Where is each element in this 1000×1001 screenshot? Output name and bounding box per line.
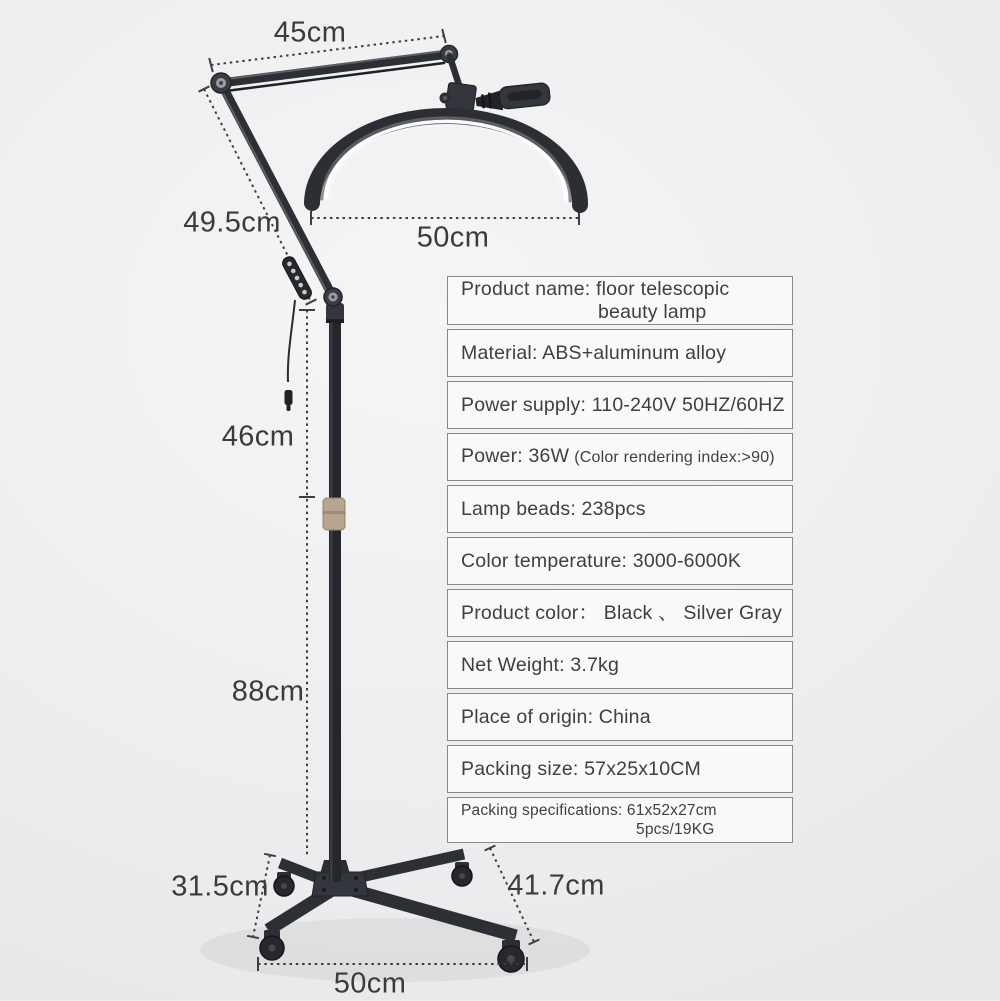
- dim-label-base-right: 41.7cm: [507, 869, 605, 902]
- dim-label-lower-pole: 88cm: [231, 675, 305, 708]
- height-adjust-collar: [323, 498, 345, 530]
- caster-wheel-back-left: [274, 872, 294, 896]
- spec-text: Product color： Black 、 Silver Gray: [461, 601, 783, 624]
- spec-table: [447, 276, 793, 843]
- spec-row-power-supply: [447, 381, 793, 429]
- dim-label-upper-pole: 46cm: [221, 420, 295, 453]
- pole: [326, 303, 344, 882]
- spec-row-packing-specifications: [447, 797, 793, 843]
- spec-row-place-of-origin: [447, 693, 793, 741]
- dim-label-base-width: 50cm: [333, 967, 407, 1000]
- spec-row-power: [447, 433, 793, 481]
- spec-text: Power supply: 110-240V 50HZ/60HZ: [461, 393, 785, 416]
- spec-text: beauty lamp: [598, 300, 707, 323]
- caster-wheel-back-right: [452, 862, 472, 886]
- arm-joint-left: [211, 73, 231, 93]
- spec-row-lamp-beads: [447, 485, 793, 533]
- cable-plug: [285, 390, 293, 411]
- spec-text: Packing size: 57x25x10CM: [461, 757, 701, 780]
- dim-label-diagonal-arm: 49.5cm: [183, 206, 281, 239]
- spec-text: Color temperature: 3000-6000K: [461, 549, 742, 572]
- elbow-joint: [324, 288, 342, 306]
- spec-row-product-color: [447, 589, 793, 637]
- spec-row-product-name: [447, 276, 793, 325]
- spec-text: Lamp beads: 238pcs: [461, 497, 646, 520]
- phone-holder: [475, 82, 551, 113]
- top-arm: [221, 51, 449, 92]
- dim-label-top-arm: 45cm: [273, 16, 347, 49]
- remote-control: [280, 255, 313, 302]
- spec-row-color-temperature: [447, 537, 793, 585]
- lamp-head-arc: [312, 116, 580, 205]
- spec-text: Net Weight: 3.7kg: [461, 653, 620, 676]
- power-cable: [288, 300, 295, 382]
- spec-text: Product name: floor telescopic: [461, 277, 730, 300]
- spec-text: Packing specifications: 61x52x27cm: [461, 802, 717, 819]
- spec-row-packing-size: [447, 745, 793, 793]
- dim-label-base-left: 31.5cm: [171, 870, 269, 903]
- spec-text: Place of origin: China: [461, 705, 651, 728]
- spec-note: (Color rendering index:>90): [574, 449, 775, 466]
- spec-row-material: [447, 329, 793, 377]
- spec-text: 5pcs/19KG: [636, 821, 715, 838]
- dim-label-lamp-width: 50cm: [416, 221, 490, 254]
- spec-text: Material: ABS+aluminum alloy: [461, 341, 727, 364]
- spec-text: Power: 36W: [461, 445, 570, 467]
- spec-row-net-weight: [447, 641, 793, 689]
